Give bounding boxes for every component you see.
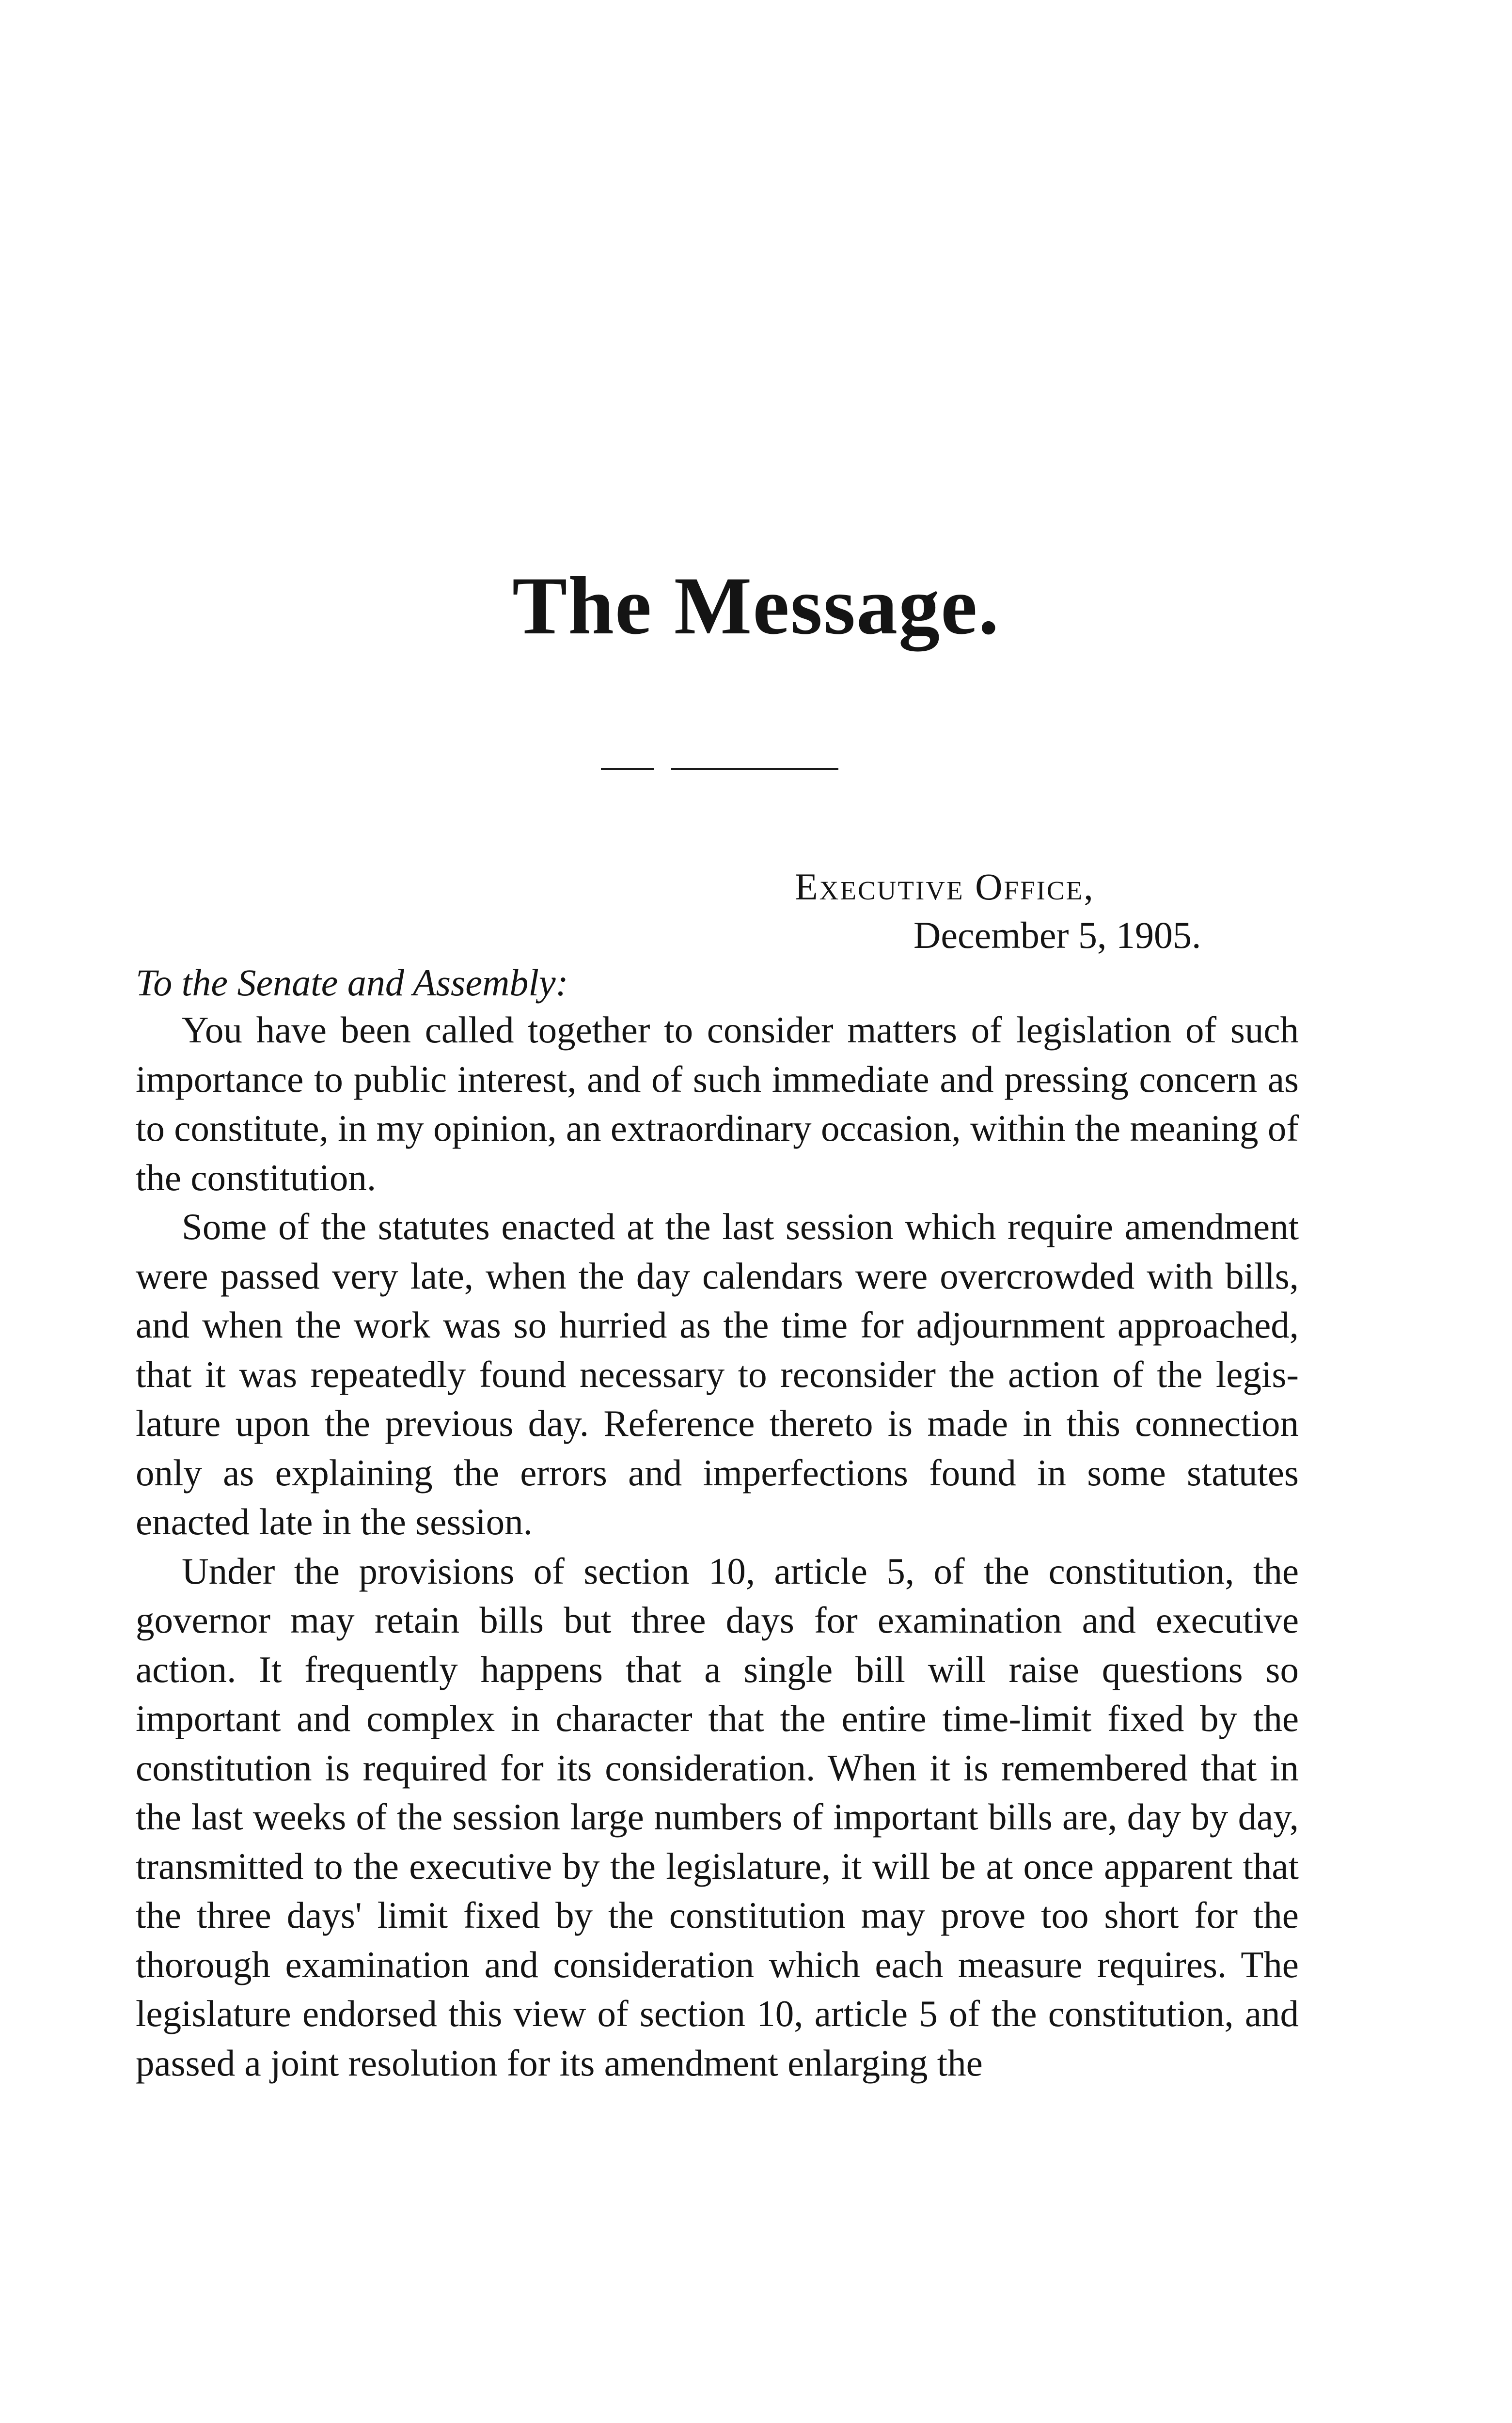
paragraph: You have been called together to consider matters of legislation of such importance to public interest, and of such immediate and pressing concern as to constitute, in my opinion, an extraordinary occasion, within the meaning of the constitution. xyxy=(136,1009,1299,1198)
paragraph: Some of the statutes enacted at the last session which require amendment were passed very late, when the day calendars were overcrowded with bills, and when the work was so hurried as the time for adjournment approached, that it was repeatedly found necessary to reconsider the action of the legislature upon the previous day. Reference thereto is made in this connection only as explaining the errors and imperfections found in some statutes enacted late in the session. xyxy=(136,1206,1299,1542)
title-divider-short xyxy=(601,768,654,770)
salutation: To the Senate and Assembly: xyxy=(136,961,568,1004)
page-title: The Message. xyxy=(512,560,1000,651)
title-divider-long xyxy=(671,768,838,770)
office-heading: Executive Office, xyxy=(795,865,1095,908)
date-line: December 5, 1905. xyxy=(914,914,1201,956)
paragraph: Under the provisions of section 10, article 5, of the constitution, the governor may retain bills but three days for examination and executive action. It frequently happens that a single bill will raise questions so important and complex in character that the entire time-limit fixed by the constitution is required for its consideration. When it is remembered that in the last weeks of the session large numbers of important bills are, day by day, transmitted to the executive by the legislature, it will be at once apparent that the three days' limit fixed by the constitution may prove too short for the thorough examination and consideration which each measure requires. The legislature endorsed this view of section 10, article 5 of the constitution, and passed a joint resolution for its amendment enlarging the xyxy=(136,1550,1299,2084)
message-body xyxy=(136,1006,1299,2088)
